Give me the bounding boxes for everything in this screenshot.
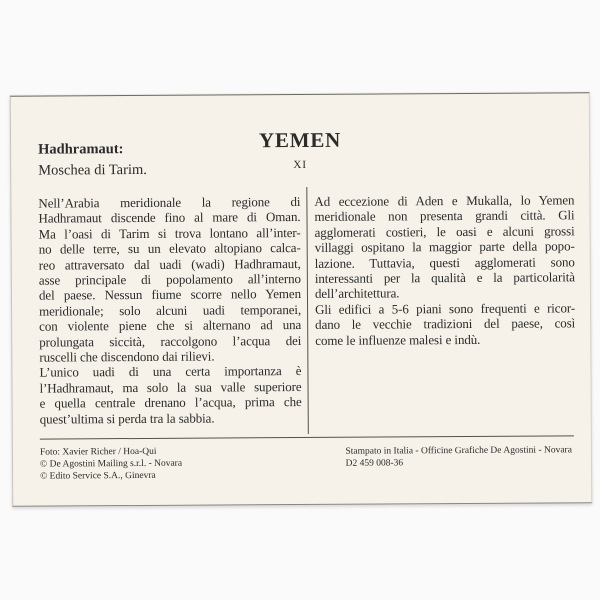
text-line: ruscelli che discendono dai rilievi. bbox=[39, 348, 215, 365]
photo-credits bbox=[40, 446, 182, 483]
print-credits bbox=[345, 445, 572, 469]
photo-caption: Moschea di Tarim. bbox=[38, 161, 147, 179]
text-line: D2 459 008-36 bbox=[345, 457, 404, 469]
text-line: e quella centrale drenano l’acqua, prima che bbox=[39, 394, 302, 411]
text-line: Gli edifici a 5-6 piani sono frequenti e ricor- bbox=[315, 300, 576, 317]
text-line: interessanti per la qualità e la particolarità bbox=[314, 269, 575, 286]
card-title: YEMEN bbox=[258, 127, 342, 153]
text-line: dell’architettura. bbox=[314, 285, 400, 302]
text-line: meridionale; solo alcuni uadi temporanei, bbox=[39, 301, 302, 319]
right-text-column bbox=[314, 192, 575, 348]
column-divider bbox=[306, 187, 309, 434]
text-line: reo attraversato dal uadi (wadi) Hadhramaut, bbox=[38, 255, 301, 273]
text-line: L’unico uadi di una certa importanza è bbox=[39, 363, 302, 381]
text-line: prolungata siccità, raccolgono l’acqua dei bbox=[39, 332, 302, 350]
text-line: quest’ultima si perda tra la sabbia. bbox=[39, 410, 215, 427]
series-numeral: XI bbox=[293, 158, 308, 172]
text-line: no delle terre, su un elevato altopiano calca- bbox=[38, 240, 301, 257]
text-line: del paese. Nessun fiume scorre nello Yemen bbox=[38, 286, 302, 304]
text-line: © Edito Service S.A., Ginevra bbox=[40, 470, 156, 482]
text-line: l’Hadhramaut, ma solo la sua valle superiore bbox=[39, 378, 302, 396]
text-line: © De Agostini Mailing s.r.l. - Novara bbox=[39, 458, 183, 470]
text-line: Nell’Arabia meridionale la regione di bbox=[38, 194, 301, 211]
text-line: agglomerati costieri, le oasi e alcuni grossi bbox=[314, 223, 575, 240]
text-line: Foto: Xavier Richer / Hoa-Qui bbox=[39, 446, 157, 458]
postcard-back bbox=[10, 92, 592, 507]
text-line: villaggi ospitano la maggior parte della popo- bbox=[314, 238, 575, 256]
region-heading: Hadhramaut: bbox=[38, 141, 124, 158]
text-line: Hadhramaut discende fino al mare di Oman. bbox=[38, 209, 301, 227]
left-text-column bbox=[38, 194, 301, 427]
footer-divider bbox=[40, 435, 574, 439]
text-line: asse principale di popolamento all’interno bbox=[38, 271, 301, 288]
text-line: meridionale non presenta grandi città. Gli bbox=[314, 207, 575, 225]
text-line: Ma l’oasi di Tarim si trova lontano all’inter- bbox=[38, 224, 301, 242]
text-line: lazione. Tuttavia, questi agglomerati sono bbox=[314, 253, 575, 271]
text-line: Stampato in Italia - Officine Grafiche De Agostini - Novara bbox=[345, 445, 572, 457]
text-line: come le influenze malesi e indù. bbox=[315, 331, 481, 348]
text-line: con violente piene che si alternano ad una bbox=[39, 317, 302, 334]
card-header bbox=[38, 139, 147, 182]
text-line: dano le vecchie tradizioni del paese, così bbox=[315, 315, 576, 333]
text-line: Ad eccezione di Aden e Mukalla, lo Yemen bbox=[314, 192, 575, 209]
